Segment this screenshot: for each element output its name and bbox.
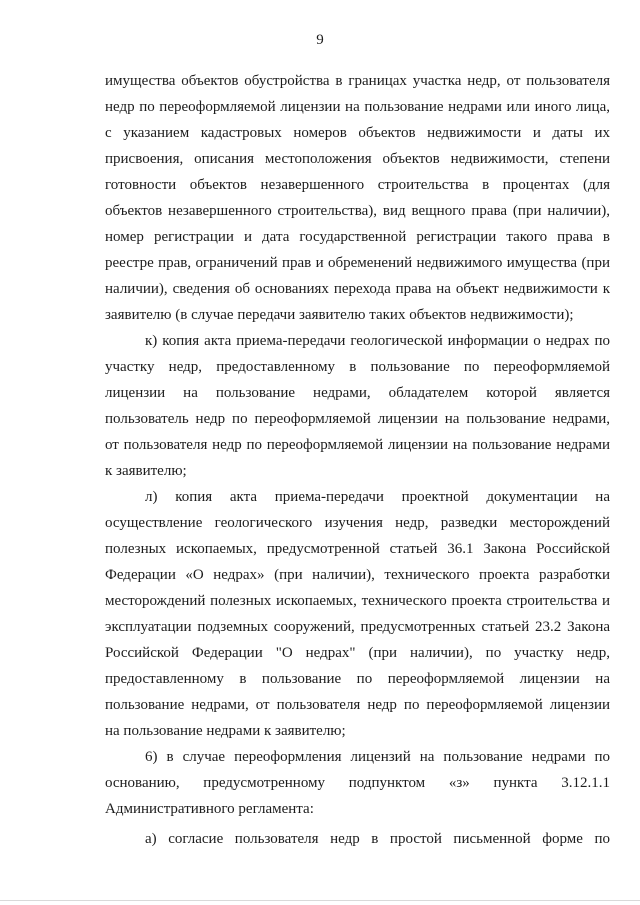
text-line: от пользователя недр по переоформляемой лицензии на пользование недрами: [105, 437, 610, 453]
text-line: эксплуатации подземных сооружений, предусмотренных статьей 23.2 Закона: [105, 619, 610, 635]
text-line: основанию, предусмотренному подпунктом «з» пункта 3.12.1.1: [105, 775, 610, 791]
text-line: с указанием кадастровых номеров объектов недвижимости и даты их: [105, 125, 610, 141]
text-line: предоставленному в пользование по переоформляемой лицензии на: [105, 671, 610, 687]
text-line: пользователь недр по переоформляемой лицензии на пользование недрами,: [105, 411, 610, 427]
text-line: номер регистрации и дата государственной регистрации такого права в: [105, 229, 610, 245]
text-line: имущества объектов обустройства в границах участка недр, от пользователя: [105, 73, 610, 89]
text-line: на пользование недрами к заявителю;: [105, 723, 346, 739]
text-line: недр по переоформляемой лицензии на пользование недрами или иного лица,: [105, 99, 610, 115]
text-line: л) копия акта приема-передачи проектной документации на: [145, 489, 610, 505]
text-line: Административного регламента:: [105, 801, 314, 817]
text-line: пользование недрами, от пользователя недр по переоформляемой лицензии: [105, 697, 610, 713]
text-line: участку недр, предоставленному в пользование по переоформляемой: [105, 359, 610, 375]
text-line: полезных ископаемых, предусмотренной статьей 36.1 Закона Российской: [105, 541, 610, 557]
text-line: к) копия акта приема-передачи геологической информации о недрах по: [145, 333, 610, 349]
text-line: а) согласие пользователя недр в простой письменной форме по: [145, 831, 610, 847]
text-line: готовности объектов незавершенного строительства в процентах (для: [105, 177, 610, 193]
text-line: присвоения, описания местоположения объектов недвижимости, степени: [105, 151, 610, 167]
page-number: 9: [316, 32, 324, 48]
text-line: Федерации «О недрах» (при наличии), технического проекта разработки: [105, 567, 610, 583]
text-line: реестре прав, ограничений прав и обременений недвижимого имущества (при: [105, 255, 610, 271]
text-line: лицензии на пользование недрами, обладателем которой является: [105, 385, 610, 401]
text-line: осуществление геологического изучения недр, разведки месторождений: [105, 515, 610, 531]
text-line: месторождений полезных ископаемых, технического проекта строительства и: [105, 593, 610, 609]
text-line: 6) в случае переоформления лицензий на пользование недрами по: [145, 749, 610, 765]
text-line: объектов незавершенного строительства), вид вещного права (при наличии),: [105, 203, 610, 219]
text-line: Российской Федерации "О недрах" (при наличии), по участку недр,: [105, 645, 610, 661]
text-line: к заявителю;: [105, 463, 187, 479]
scan-edge: [0, 900, 640, 901]
text-line: заявителю (в случае передачи заявителю таких объектов недвижимости);: [105, 307, 574, 323]
text-line: наличии), сведения об основаниях перехода права на объект недвижимости к: [105, 281, 610, 297]
